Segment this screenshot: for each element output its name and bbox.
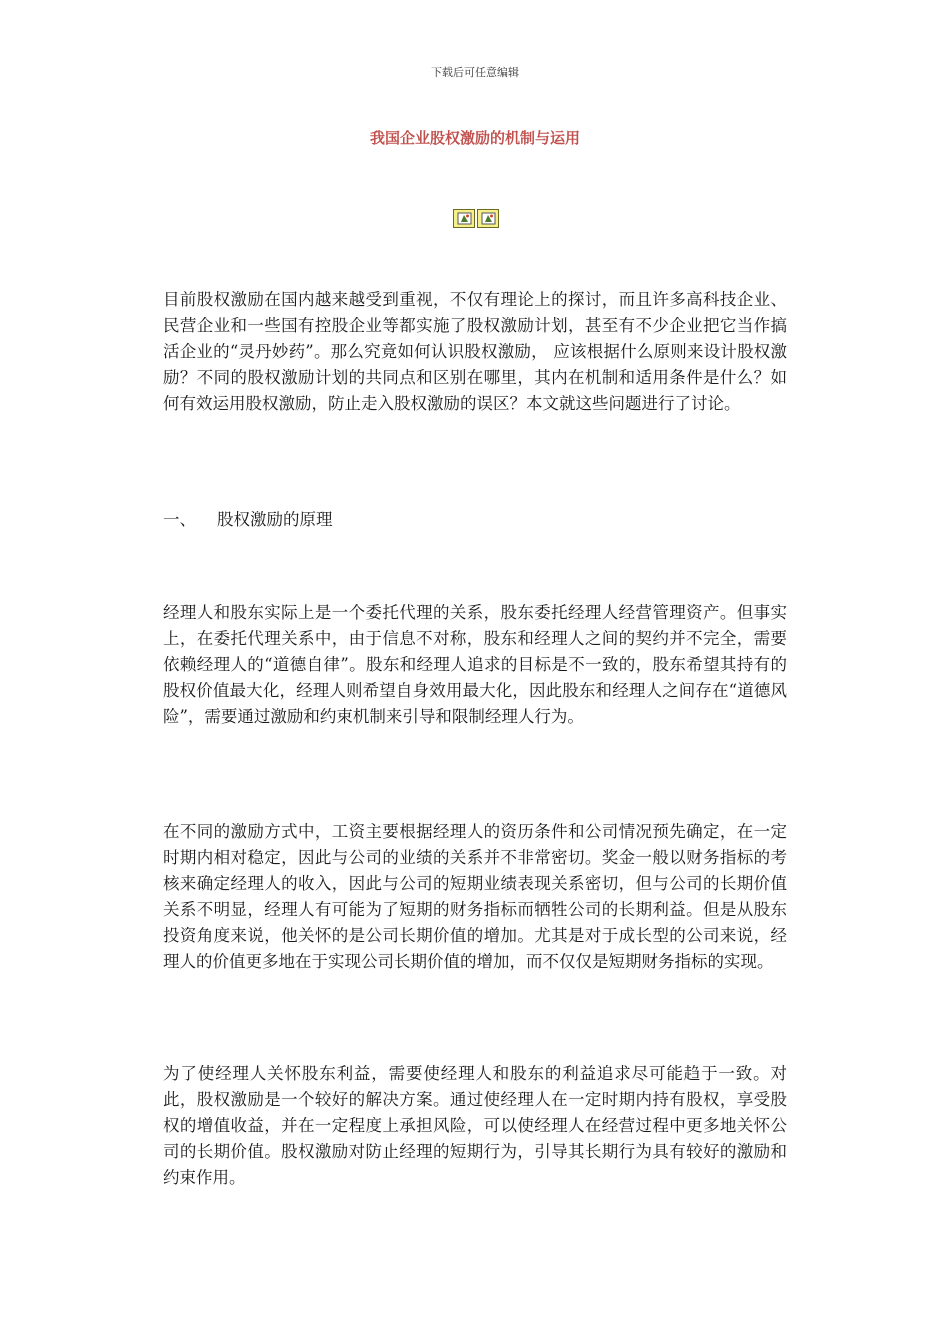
section-heading [163,507,332,533]
body-paragraph: 为了使经理人关怀股东利益，需要使经理人和股东的利益追求尽可能趋于一致。对此，股权激励是一个较好的解决方案。通过使经理人在一定时期内持有股权，享受股权的增值收益，并在一定程度上承担风险，可以使经理人在经营过程中更多地关怀公司的长期价值。股权激励对防止经理的短期行为，引导其长期行为具有较好的激励和约束作用。 [163,1064,787,1187]
image-placeholder-group [453,209,499,228]
image-placeholder-icon [477,209,499,228]
intro-paragraph: 目前股权激励在国内越来越受到重视，不仅有理论上的探讨，而且许多高科技企业、民营企业和一些国有控股企业等都实施了股权激励计划，甚至有不少企业把它当作搞活企业的“灵丹妙药”。那么究竟如何认识股权激励， 应该根据什么原则来设计股权激励？不同的股权激励计划的共同点和区别在哪里，其内在机制和适用条件是什么？如何有效运用股权激励，防止走入股权激励的误区？本文就这些问题进行了讨论。 [163,290,787,413]
image-placeholder-icon [453,209,475,228]
section-number: 一、 [163,510,196,529]
document-title: 我国企业股权激励的机制与运用 [369,129,580,147]
body-paragraph: 在不同的激励方式中，工资主要根据经理人的资历条件和公司情况预先确定，在一定时期内相对稳定，因此与公司的业绩的关系并不非常密切。奖金一般以财务指标的考核来确定经理人的收入，因此与公司的短期业绩表现关系密切，但与公司的长期价值关系不明显，经理人有可能为了短期的财务指标而牺牲公司的长期利益。但是从股东投资角度来说，他关怀的是公司长期价值的增加。尤其是对于成长型的公司来说，经理人的价值更多地在于实现公司长期价值的增加，而不仅仅是短期财务指标的实现。 [163,822,787,971]
body-paragraph: 经理人和股东实际上是一个委托代理的关系，股东委托经理人经营管理资产。但事实上，在委托代理关系中，由于信息不对称，股东和经理人之间的契约并不完全，需要依赖经理人的“道德自律”。股东和经理人追求的目标是不一致的，股东希望其持有的股权价值最大化，经理人则希望自身效用最大化，因此股东和经理人之间存在“道德风险”，需要通过激励和约束机制来引导和限制经理人行为。 [163,603,787,726]
header-note: 下载后可任意编辑 [431,66,519,79]
section-title: 股权激励的原理 [216,510,333,529]
